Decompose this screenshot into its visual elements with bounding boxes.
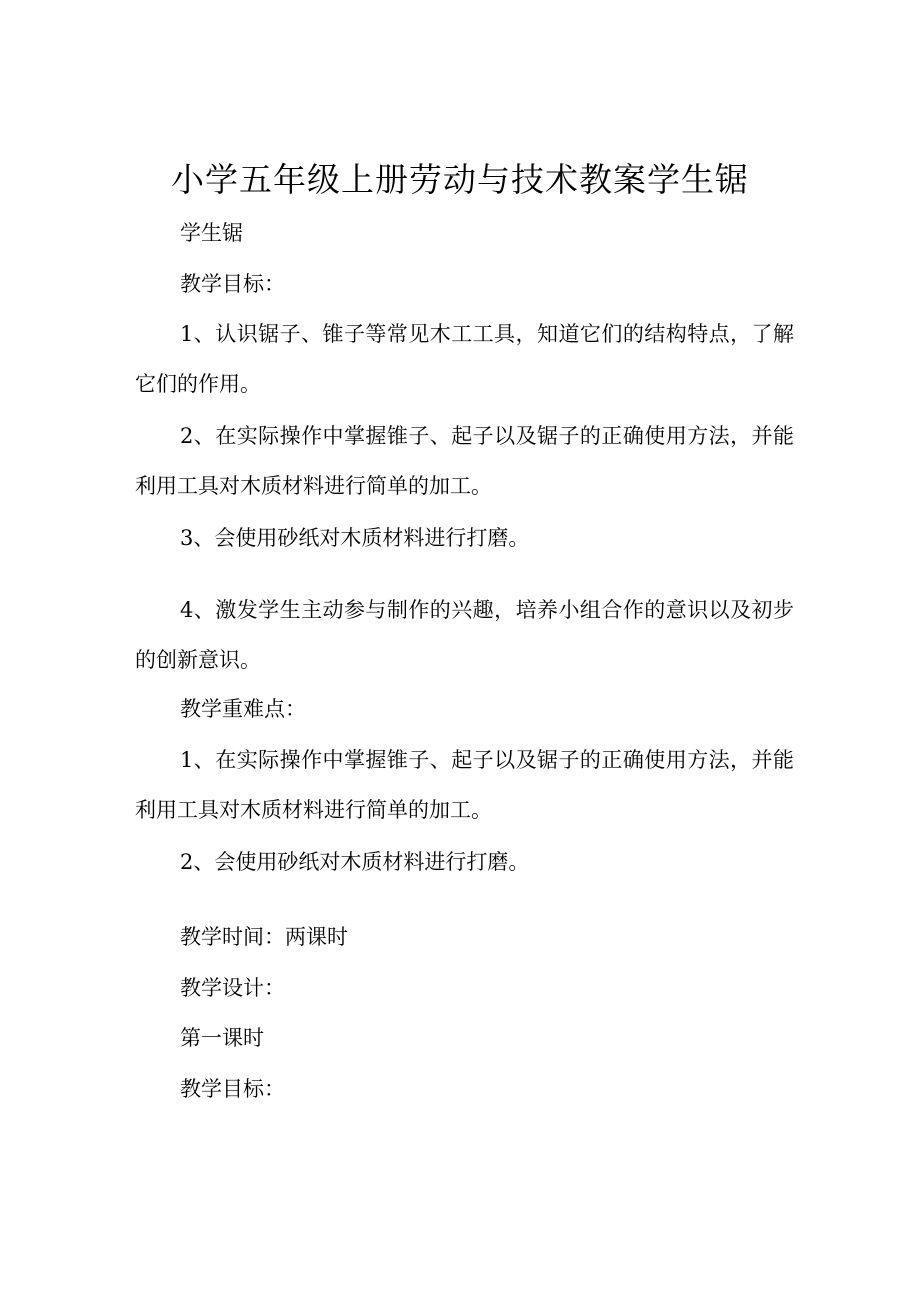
section-heading-objectives-2: 教学目标： — [180, 1077, 285, 1101]
objective-1-line-2: 它们的作用。 — [135, 372, 261, 396]
teaching-time: 教学时间：两课时 — [180, 925, 348, 949]
section-heading-design: 教学设计： — [180, 976, 285, 1000]
objective-4-line-1: 4、激发学生主动参与制作的兴趣，培养小组合作的意识以及初步 — [180, 598, 794, 622]
section-heading-objectives: 教学目标： — [180, 272, 285, 296]
section-heading-key-points: 教学重难点： — [180, 697, 306, 721]
objective-2-line-1: 2、在实际操作中掌握锥子、起子以及锯子的正确使用方法，并能 — [180, 424, 794, 448]
key-point-1-line-2: 利用工具对木质材料进行简单的加工。 — [135, 798, 492, 822]
key-point-1-line-1: 1、在实际操作中掌握锥子、起子以及锯子的正确使用方法，并能 — [180, 748, 794, 772]
objective-1-line-1: 1、认识锯子、锥子等常见木工工具，知道它们的结构特点，了解 — [180, 322, 794, 346]
document-title: 小学五年级上册劳动与技术教案学生锯 — [171, 160, 749, 199]
section-heading-first-lesson: 第一课时 — [180, 1026, 264, 1050]
section-heading-topic: 学生锯 — [180, 221, 243, 245]
objective-3: 3、会使用砂纸对木质材料进行打磨。 — [180, 526, 530, 550]
key-point-2: 2、会使用砂纸对木质材料进行打磨。 — [180, 850, 530, 874]
objective-2-line-2: 利用工具对木质材料进行简单的加工。 — [135, 474, 492, 498]
objective-4-line-2: 的创新意识。 — [135, 648, 261, 672]
